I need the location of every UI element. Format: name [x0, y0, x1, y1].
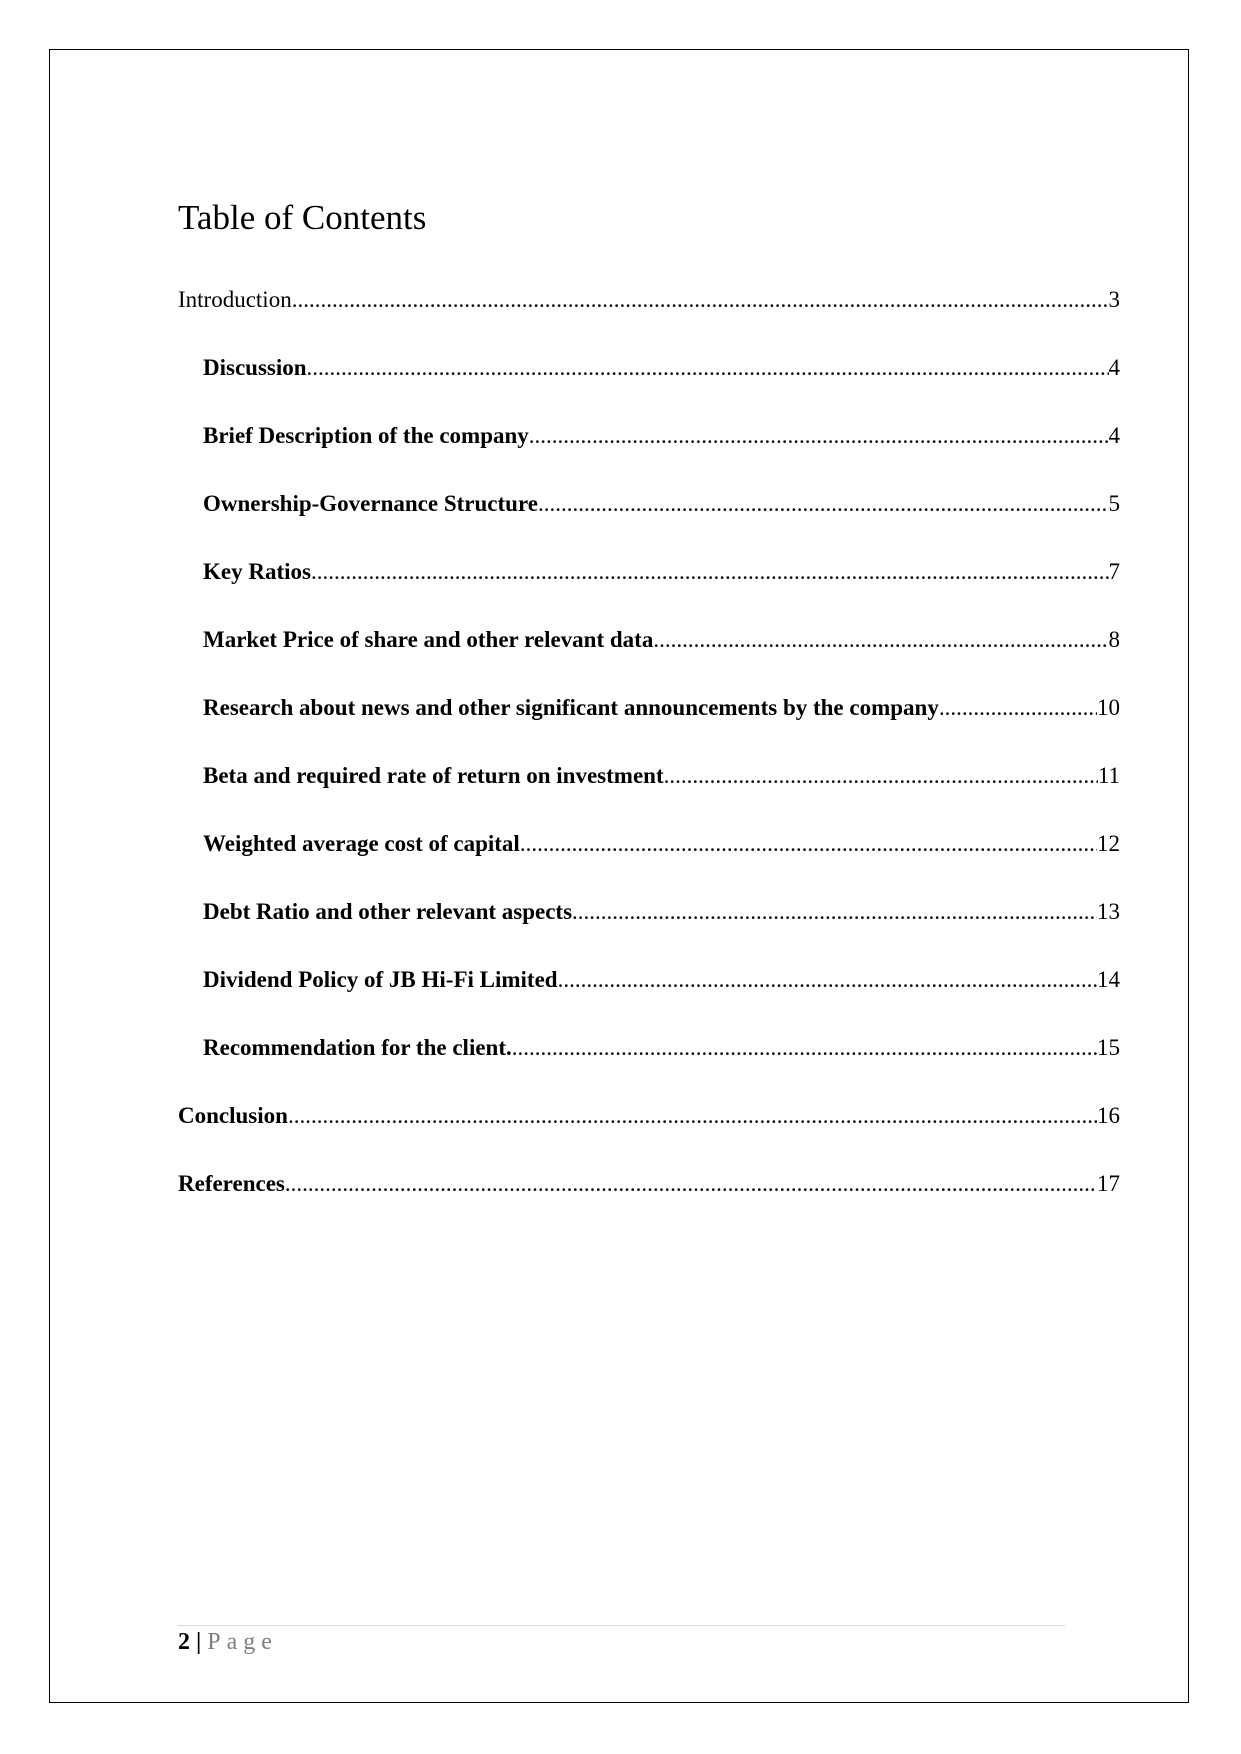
- toc-list: [178, 280, 1120, 1232]
- toc-entry-conclusion[interactable]: [178, 1096, 1120, 1164]
- toc-dot-leader: [307, 348, 1109, 388]
- toc-dot-leader: [285, 1164, 1097, 1204]
- toc-entry-recommendation[interactable]: [178, 1028, 1120, 1096]
- toc-entry-wacc[interactable]: [178, 824, 1120, 892]
- footer-page-number: 2: [178, 1629, 190, 1655]
- toc-entry-page: 5: [1108, 491, 1120, 516]
- toc-entry-label: Dividend Policy of JB Hi-Fi Limited: [203, 967, 558, 992]
- toc-dot-leader: [311, 552, 1109, 592]
- toc-dot-leader: [288, 1096, 1097, 1136]
- toc-entry-label: Weighted average cost of capital: [203, 831, 520, 856]
- toc-dot-leader: [939, 688, 1097, 728]
- toc-entry-ownership-governance[interactable]: [178, 484, 1120, 552]
- toc-dot-leader: [529, 416, 1109, 456]
- page-footer: [178, 1630, 278, 1654]
- toc-entry-page: 14: [1097, 967, 1120, 992]
- toc-entry-discussion[interactable]: [178, 348, 1120, 416]
- toc-dot-leader: [664, 756, 1098, 796]
- toc-title: Table of Contents: [178, 198, 427, 237]
- toc-dot-leader: [572, 892, 1097, 932]
- toc-entry-label: Conclusion: [178, 1103, 288, 1128]
- toc-entry-label: References: [178, 1171, 285, 1196]
- toc-entry-page: 11: [1097, 763, 1120, 788]
- footer-divider: [178, 1625, 1065, 1626]
- footer-separator: |: [196, 1629, 202, 1655]
- toc-dot-leader: [538, 484, 1109, 524]
- toc-entry-page: 8: [1108, 627, 1120, 652]
- toc-entry-label: Debt Ratio and other relevant aspects: [203, 899, 573, 924]
- toc-dot-leader: [653, 620, 1108, 660]
- toc-entry-company-description[interactable]: [178, 416, 1120, 484]
- toc-dot-leader: [520, 824, 1097, 864]
- toc-entry-page: 4: [1108, 355, 1120, 380]
- toc-entry-dividend-policy[interactable]: [178, 960, 1120, 1028]
- toc-entry-page: 4: [1108, 423, 1120, 448]
- toc-entry-page: 17: [1097, 1171, 1120, 1196]
- toc-entry-label: Recommendation for the client.: [203, 1035, 512, 1060]
- toc-entry-page: 13: [1097, 899, 1120, 924]
- toc-entry-key-ratios[interactable]: [178, 552, 1120, 620]
- toc-entry-references[interactable]: [178, 1164, 1120, 1232]
- toc-entry-page: 15: [1097, 1035, 1120, 1060]
- toc-entry-label: Market Price of share and other relevant data: [203, 627, 654, 652]
- toc-entry-market-price[interactable]: [178, 620, 1120, 688]
- toc-entry-page: 16: [1097, 1103, 1120, 1128]
- toc-entry-label: Beta and required rate of return on investment: [203, 763, 664, 788]
- toc-entry-introduction[interactable]: [178, 280, 1120, 348]
- toc-entry-page: 10: [1097, 695, 1120, 720]
- toc-entry-page: 3: [1108, 287, 1120, 312]
- toc-entry-label: Ownership-Governance Structure: [203, 491, 538, 516]
- toc-entry-page: 7: [1108, 559, 1120, 584]
- toc-dot-leader: [292, 280, 1109, 320]
- toc-entry-label: Research about news and other significant announcements by the company: [203, 695, 939, 720]
- toc-entry-research-news[interactable]: [178, 688, 1120, 756]
- toc-dot-leader: [558, 960, 1097, 1000]
- toc-entry-label: Brief Description of the company: [203, 423, 529, 448]
- toc-entry-label: Discussion: [203, 355, 307, 380]
- toc-dot-leader: [512, 1028, 1097, 1068]
- toc-entry-label: Key Ratios: [203, 559, 311, 584]
- toc-entry-label: Introduction: [178, 287, 292, 312]
- footer-page-word: Page: [207, 1629, 278, 1655]
- toc-entry-debt-ratio[interactable]: [178, 892, 1120, 960]
- toc-entry-page: 12: [1097, 831, 1120, 856]
- toc-entry-beta-return[interactable]: [178, 756, 1120, 824]
